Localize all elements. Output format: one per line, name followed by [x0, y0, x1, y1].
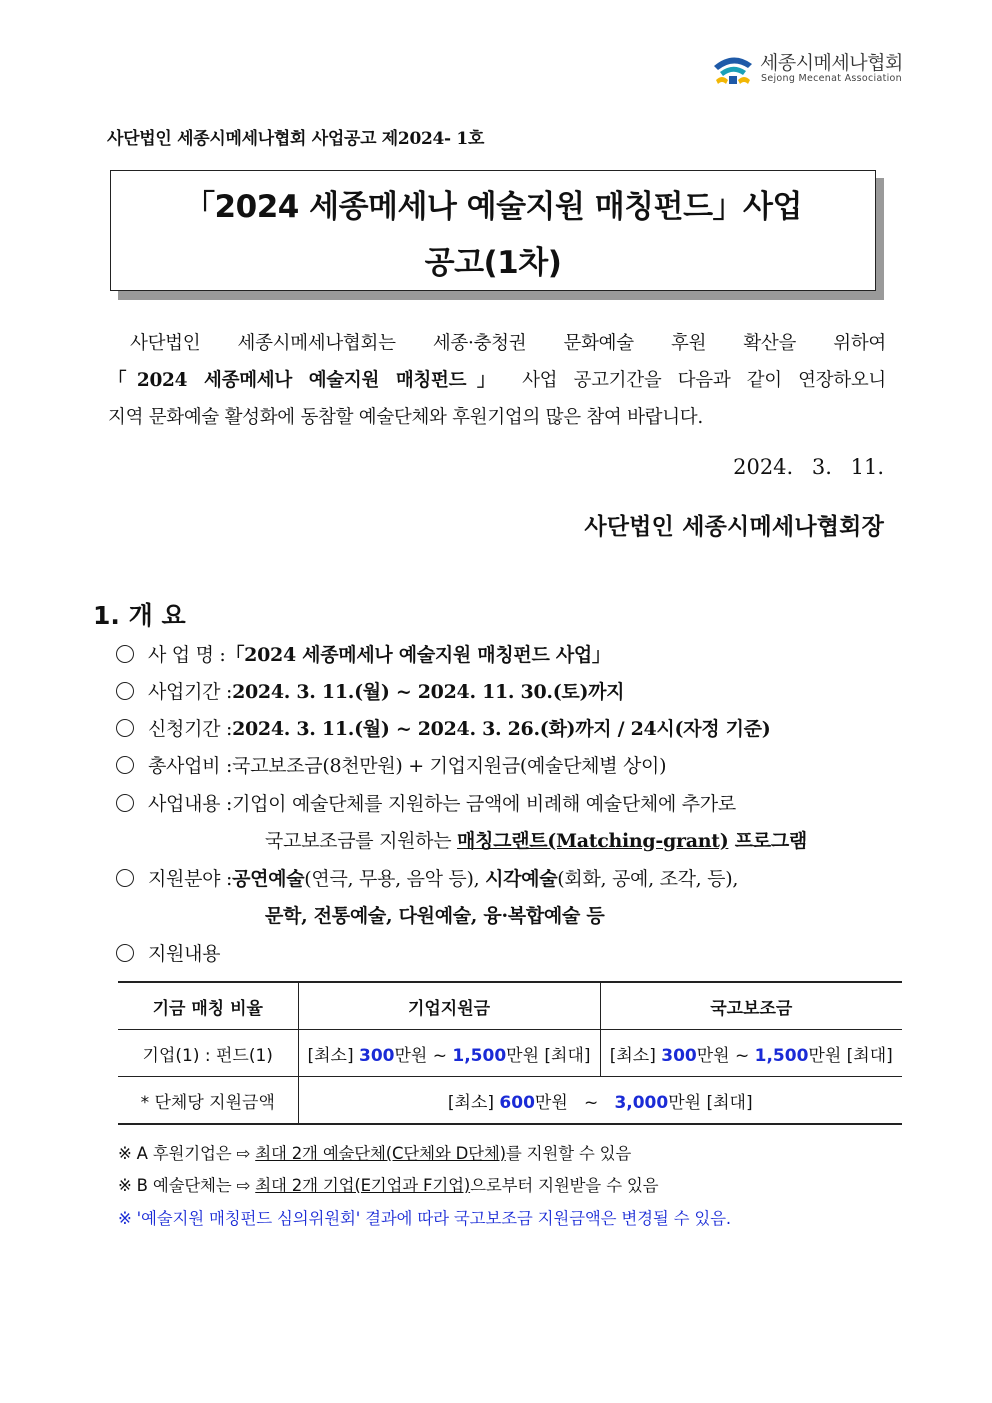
circle-bullet-icon — [116, 645, 134, 663]
ratio-cell: 기업(1) : 펀드(1) — [118, 1030, 298, 1077]
item-project-period — [116, 677, 624, 704]
field-performing-detail: (연극, 무용, 음악 등), — [304, 868, 486, 890]
header-corporate: 기업지원금 — [298, 982, 600, 1030]
corporate-amount-cell: [최소] 300만원 ~ 1,500만원 [최대] — [298, 1030, 600, 1077]
item-support-field — [116, 864, 738, 891]
item-label: 지원분야 : — [148, 868, 233, 890]
item-label: 지원내용 — [148, 943, 221, 965]
program-name: 「2024 세종메세나 예술지원 매칭펀드」 — [108, 370, 506, 391]
subsidy-amount-cell: [최소] 300만원 ~ 1,500만원 [최대] — [600, 1030, 902, 1077]
title-line-1: 「2024 세종메세나 예술지원 매칭펀드」사업 — [184, 189, 802, 225]
item-label: 총사업비 : — [148, 755, 233, 777]
logo-name-korean: 세종시메세나협회 — [760, 52, 903, 74]
field-performing-arts: 공연예술 — [232, 868, 305, 890]
circle-bullet-icon — [116, 869, 134, 887]
issuer-name: 사단법인 세종시메세나협회장 — [584, 513, 884, 540]
item-value: 「2024 세종메세나 예술지원 매칭펀드 사업」 — [225, 644, 611, 666]
title-box — [110, 170, 876, 291]
item-value: 국고보조금(8천만원) + 기업지원금(예술단체별 상이) — [232, 755, 667, 777]
association-logo — [712, 48, 902, 90]
logo-name-english: Sejong Mecenat Association — [761, 73, 902, 84]
title-line-2: 공고(1차) — [424, 245, 562, 281]
header-subsidy: 국고보조금 — [600, 982, 902, 1030]
circle-bullet-icon — [116, 794, 134, 812]
per-group-amount-cell: [최소] 600만원 ~ 3,000만원 [최대] — [298, 1077, 902, 1125]
table-header-row — [118, 982, 902, 1030]
matching-grant-text: 매칭그랜트(Matching-grant) — [457, 830, 729, 852]
intro-line-2 — [108, 362, 886, 399]
circle-bullet-icon — [116, 756, 134, 774]
item-project-content — [116, 789, 736, 816]
mecenat-logo-icon — [712, 50, 754, 86]
item-label: 사업기간 : — [148, 681, 233, 703]
note-art-group: ※ B 예술단체는 ⇨ 최대 2개 기업(E기업과 F기업)으로부터 지원받을 수 있음 — [118, 1176, 659, 1195]
item-application-period — [116, 714, 770, 741]
content-suffix: 프로그램 — [728, 830, 807, 852]
item-label: 사 업 명 : — [148, 644, 226, 666]
table-row — [118, 1030, 902, 1077]
note-underlined: 최대 2개 예술단체(C단체와 D단체) — [255, 1144, 506, 1163]
notice-date: 2024. 3. 11. — [733, 455, 884, 479]
header-ratio: 기금 매칭 비율 — [118, 982, 298, 1030]
item-label: 사업내용 : — [148, 793, 233, 815]
notice-number: 사단법인 세종시메세나협회 사업공고 제2024- 1호 — [107, 129, 485, 149]
intro-line-2-rest: 사업 공고기간을 다음과 같이 연장하오니 — [505, 370, 886, 391]
item-project-name — [116, 640, 611, 667]
intro-line-3: 지역 문화예술 활성화에 동참할 예술단체와 후원기업의 많은 참여 바랍니다. — [108, 407, 703, 428]
per-group-label-cell: * 단체당 지원금액 — [118, 1077, 298, 1125]
intro-line-1: 사단법인 세종시메세나협회는 세종·충청권 문화예술 후원 확산을 위하여 — [130, 333, 886, 354]
field-visual-detail: (회화, 공예, 조각, 등), — [557, 868, 739, 890]
content-prefix: 국고보조금를 지원하는 — [265, 830, 458, 852]
circle-bullet-icon — [116, 944, 134, 962]
item-value: 2024. 3. 11.(월) ~ 2024. 11. 30.(토)까지 — [232, 681, 625, 703]
circle-bullet-icon — [116, 719, 134, 737]
intro-paragraph — [108, 325, 886, 436]
item-support-content — [116, 939, 220, 966]
note-sponsor-company: ※ A 후원기업은 ⇨ 최대 2개 예술단체(C단체와 D단체)를 지원할 수 있음 — [118, 1144, 632, 1163]
item-total-budget — [116, 751, 666, 778]
section-heading: 1. 개 요 — [93, 601, 186, 630]
circle-bullet-icon — [116, 682, 134, 700]
item-project-content-cont — [265, 826, 807, 853]
item-label: 신청기간 : — [148, 718, 233, 740]
table-row — [118, 1077, 902, 1125]
note-committee: ※ '예술지원 매칭펀드 심의위원회' 결과에 따라 국고보조금 지원금액은 변경될 수 있음. — [118, 1209, 731, 1228]
item-value: 2024. 3. 11.(월) ~ 2024. 3. 26.(화)까지 / 24시(자정 기준) — [232, 718, 771, 740]
item-value: 기업이 예술단체를 지원하는 금액에 비례해 예술단체에 추가로 — [232, 793, 736, 815]
funding-table — [118, 981, 902, 1125]
support-field-cont: 문학, 전통예술, 다원예술, 융·복합예술 등 — [265, 905, 605, 927]
note-underlined: 최대 2개 기업(E기업과 F기업) — [255, 1176, 471, 1195]
field-visual-arts: 시각예술 — [485, 868, 558, 890]
